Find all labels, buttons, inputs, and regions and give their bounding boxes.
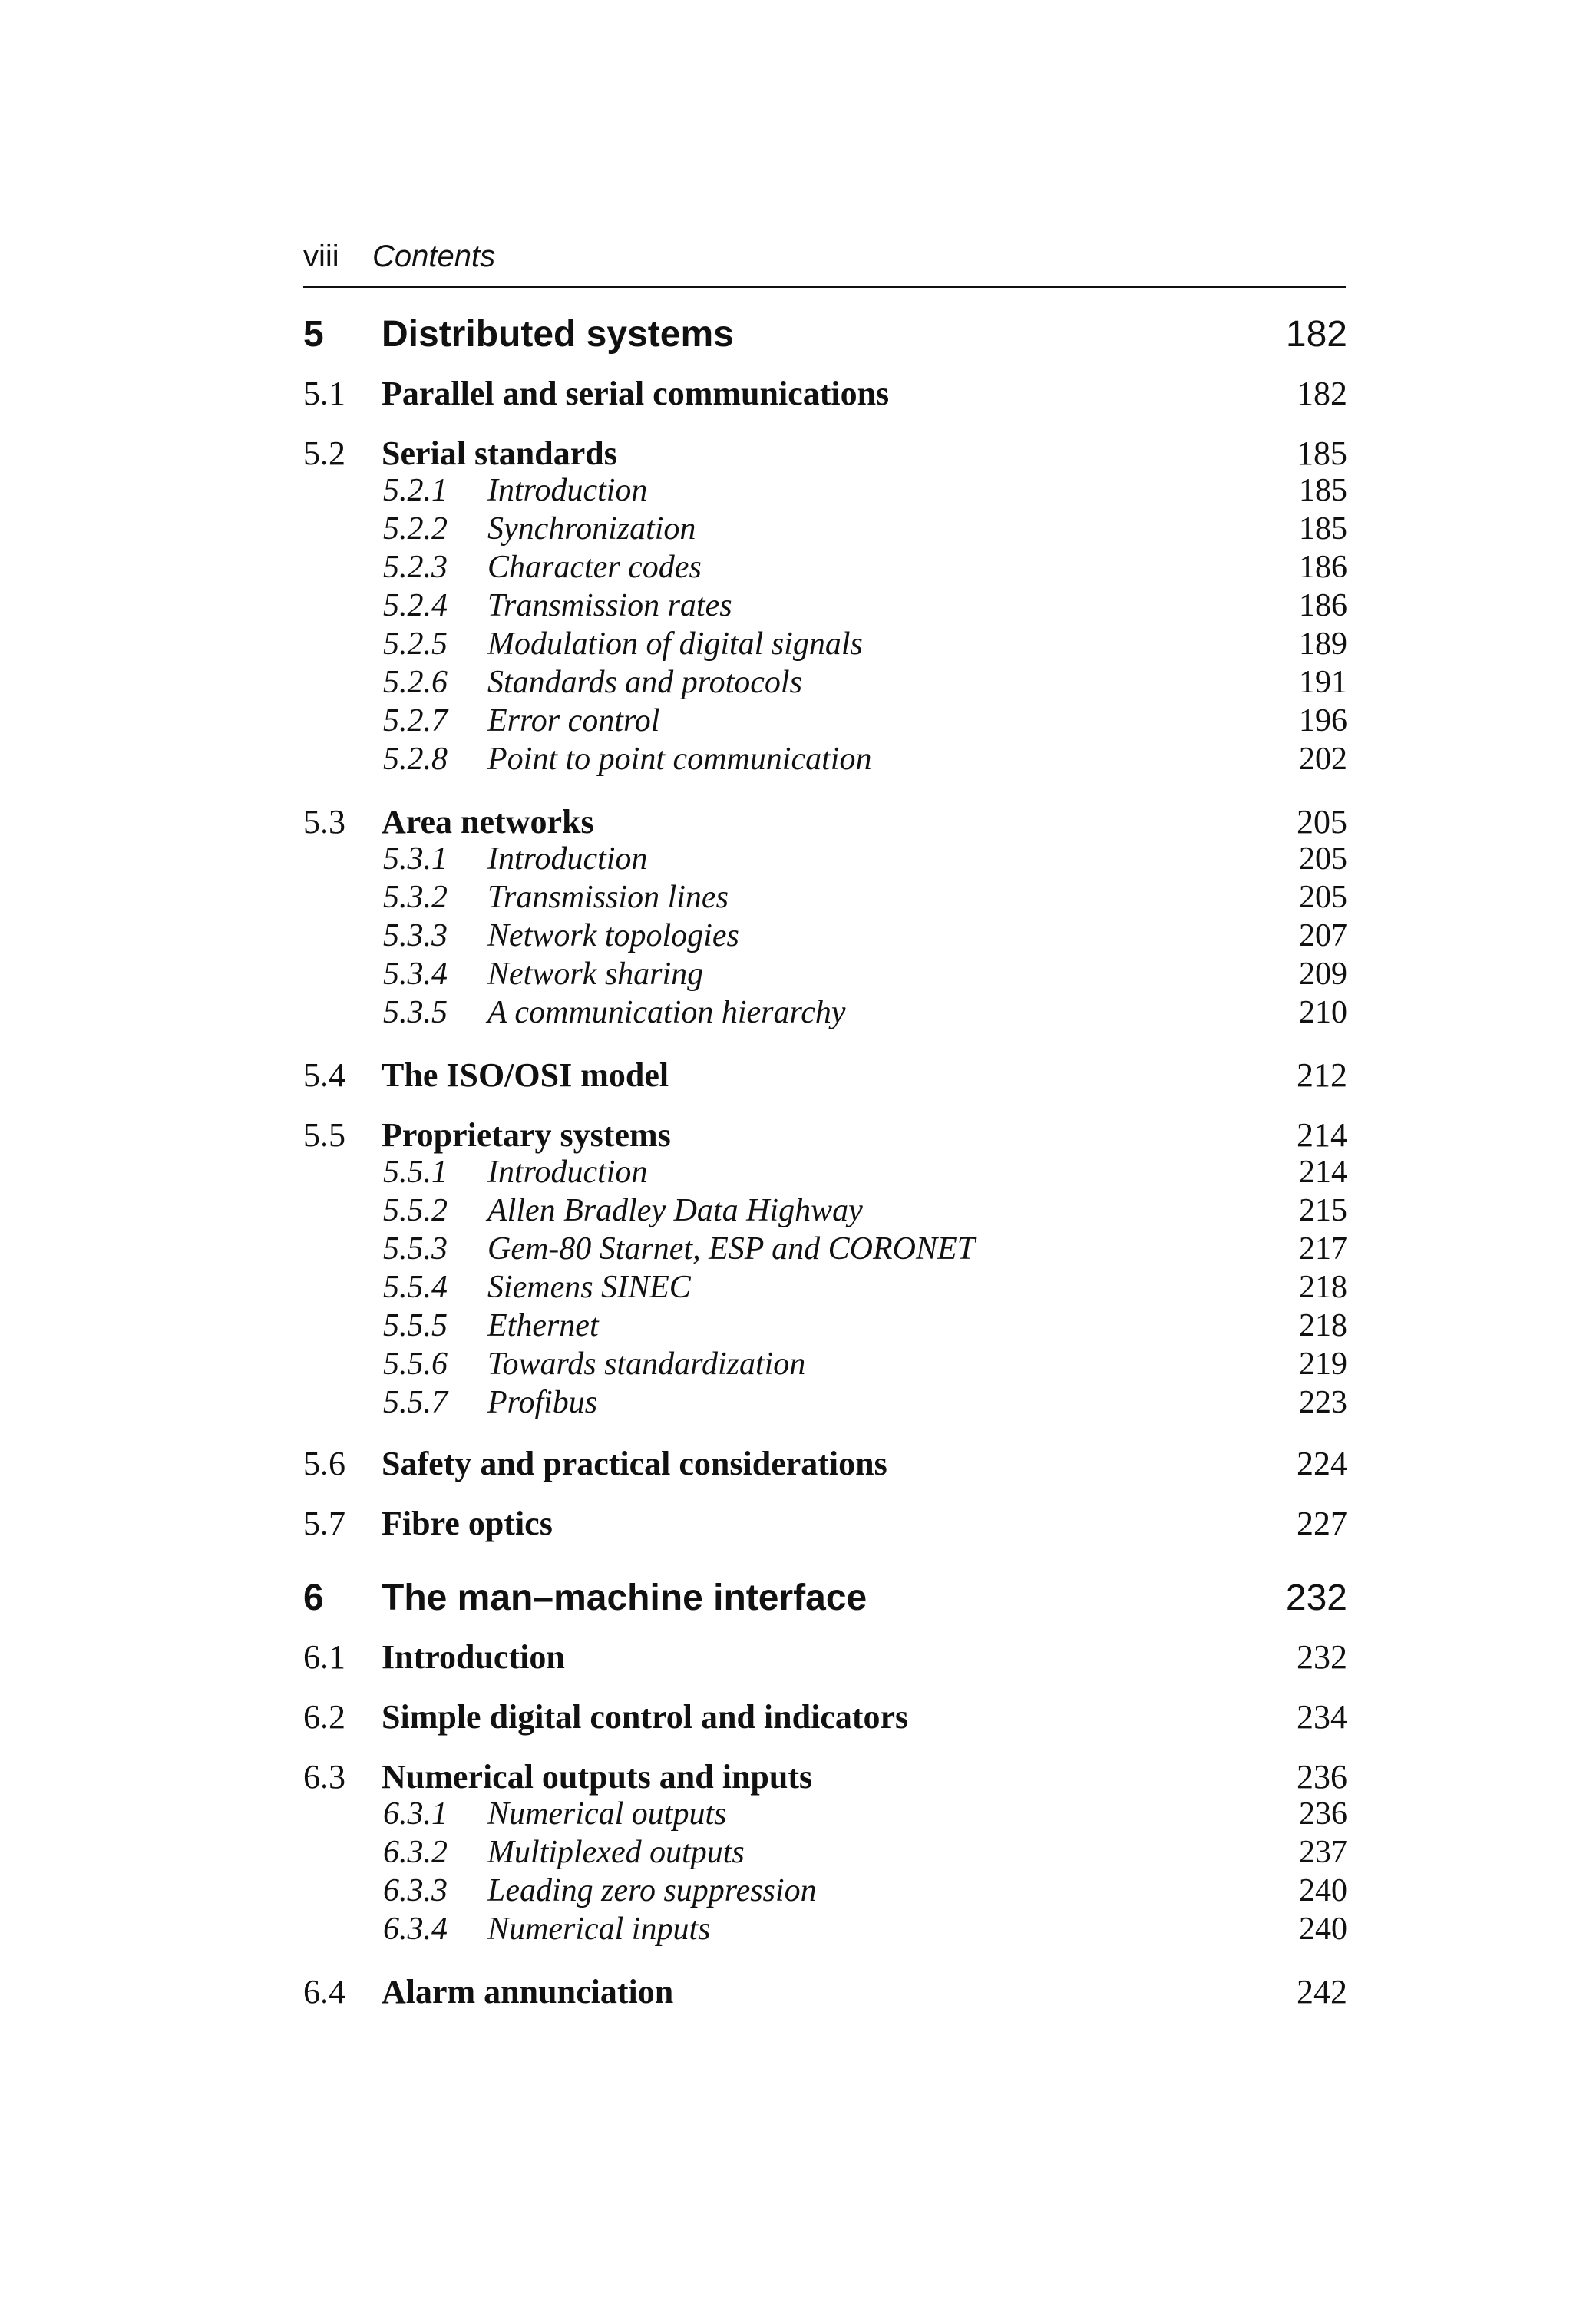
entry-title: The ISO/OSI model: [382, 1056, 669, 1094]
toc-entry-sub: [303, 548, 1347, 586]
toc-entry-sub: [303, 663, 1347, 702]
entry-number: 5: [303, 314, 324, 355]
entry-page-number: 214: [1299, 1155, 1347, 1190]
entry-title: Numerical inputs: [487, 1911, 711, 1947]
entry-page-number: 205: [1297, 803, 1347, 841]
entry-page-number: 214: [1297, 1116, 1347, 1154]
entry-number: 5.2.6: [383, 665, 448, 700]
entry-number: 6: [303, 1578, 324, 1618]
entry-number: 5.2.5: [383, 626, 448, 662]
entry-page-number: 218: [1299, 1308, 1347, 1343]
entry-number: 5.3: [303, 803, 345, 841]
entry-number: 5.3.5: [383, 995, 448, 1030]
toc-entry-sub: [303, 471, 1347, 510]
entry-title: Allen Bradley Data Highway: [487, 1193, 863, 1228]
toc-entry-sub: [303, 510, 1347, 548]
entry-page-number: 186: [1299, 550, 1347, 585]
entry-title: The man–machine interface: [382, 1578, 867, 1618]
entry-page-number: 185: [1299, 511, 1347, 547]
entry-number: 5.3.4: [383, 957, 448, 992]
toc-entry-sub: [303, 740, 1347, 778]
entry-number: 5.3.3: [383, 918, 448, 953]
entry-page-number: 205: [1299, 841, 1347, 877]
entry-page-number: 185: [1299, 473, 1347, 508]
entry-title: Numerical outputs: [487, 1796, 727, 1832]
entry-page-number: 217: [1299, 1231, 1347, 1267]
entry-page-number: 210: [1299, 995, 1347, 1030]
entry-page-number: 209: [1299, 957, 1347, 992]
entry-title: Numerical outputs and inputs: [382, 1758, 813, 1796]
entry-page-number: 227: [1297, 1505, 1347, 1542]
toc-entry-sub: [303, 1345, 1347, 1383]
toc-entry-chapter: [303, 307, 1347, 362]
toc-entry-section: [303, 1970, 1347, 2014]
entry-page-number: 202: [1299, 742, 1347, 777]
entry-title: Character codes: [487, 550, 702, 585]
entry-page-number: 240: [1299, 1911, 1347, 1947]
entry-number: 5.5.7: [383, 1385, 448, 1420]
toc-entry-sub: [303, 1268, 1347, 1307]
entry-number: 5.5.5: [383, 1308, 448, 1343]
entry-number: 5.1: [303, 375, 345, 412]
entry-title: Transmission lines: [487, 880, 729, 915]
entry-number: 5.3.1: [383, 841, 448, 877]
toc-entry-section: [303, 1442, 1347, 1486]
toc-entry-section: [303, 431, 1347, 476]
entry-number: 5.2.7: [383, 703, 448, 738]
entry-title: Error control: [487, 703, 660, 738]
entry-number: 6.3.2: [383, 1835, 448, 1870]
running-title: Contents: [372, 240, 496, 273]
entry-number: 6.2: [303, 1698, 345, 1736]
entry-title: Safety and practical considerations: [382, 1445, 887, 1482]
entry-page-number: 223: [1299, 1385, 1347, 1420]
entry-number: 5.2.3: [383, 550, 448, 585]
entry-title: Leading zero suppression: [487, 1873, 817, 1908]
entry-title: Network topologies: [487, 918, 739, 953]
entry-title: Introduction: [487, 473, 648, 508]
entry-page-number: 185: [1297, 434, 1347, 472]
entry-page-number: 237: [1299, 1835, 1347, 1870]
entry-page-number: 186: [1299, 588, 1347, 623]
toc-entry-sub: [303, 840, 1347, 878]
entry-page-number: 207: [1299, 918, 1347, 953]
entry-number: 6.3.3: [383, 1873, 448, 1908]
toc-entry-sub: [303, 1230, 1347, 1268]
entry-number: 6.1: [303, 1638, 345, 1676]
toc-entry-sub: [303, 1795, 1347, 1833]
entry-number: 5.5: [303, 1116, 345, 1154]
entry-number: 6.3.4: [383, 1911, 448, 1947]
entry-page-number: 196: [1299, 703, 1347, 738]
entry-number: 5.7: [303, 1505, 345, 1542]
toc-entry-sub: [303, 1191, 1347, 1230]
entry-title: Siemens SINEC: [487, 1270, 691, 1305]
entry-number: 5.6: [303, 1445, 345, 1482]
entry-page-number: 219: [1299, 1346, 1347, 1382]
entry-title: Introduction: [487, 841, 648, 877]
entry-number: 6.3: [303, 1758, 345, 1796]
entry-page-number: 236: [1297, 1758, 1347, 1796]
toc-entry-section: [303, 1053, 1347, 1098]
entry-page-number: 182: [1297, 375, 1347, 412]
entry-number: 5.5.3: [383, 1231, 448, 1267]
entry-title: Ethernet: [487, 1308, 599, 1343]
entry-title: Proprietary systems: [382, 1116, 671, 1154]
entry-page-number: 215: [1299, 1193, 1347, 1228]
entry-page-number: 191: [1299, 665, 1347, 700]
toc-entry-sub: [303, 993, 1347, 1032]
toc-entry-sub: [303, 586, 1347, 625]
entry-number: 5.5.4: [383, 1270, 448, 1305]
entry-title: Fibre optics: [382, 1505, 553, 1542]
toc-entry-sub: [303, 1153, 1347, 1191]
toc-entry-sub: [303, 1910, 1347, 1948]
entry-page-number: 189: [1299, 626, 1347, 662]
toc-entry-sub: [303, 1872, 1347, 1910]
toc-entry-sub: [303, 878, 1347, 917]
toc-entry-sub: [303, 1833, 1347, 1872]
entry-title: Standards and protocols: [487, 665, 802, 700]
entry-number: 5.2.1: [383, 473, 448, 508]
toc-entry-section: [303, 800, 1347, 844]
toc-entry-section: [303, 1755, 1347, 1799]
entry-page-number: 218: [1299, 1270, 1347, 1305]
entry-page-number: 240: [1299, 1873, 1347, 1908]
entry-number: 6.4: [303, 1973, 345, 2011]
entry-title: Simple digital control and indicators: [382, 1698, 909, 1736]
entry-title: Distributed systems: [382, 314, 734, 355]
entry-title: Point to point communication: [487, 742, 872, 777]
toc-entry-sub: [303, 917, 1347, 955]
entry-page-number: 234: [1297, 1698, 1347, 1736]
toc-entry-section: [303, 1695, 1347, 1740]
entry-title: Network sharing: [487, 957, 704, 992]
entry-number: 5.5.6: [383, 1346, 448, 1382]
entry-title: Introduction: [382, 1638, 565, 1676]
entry-page-number: 242: [1297, 1973, 1347, 2011]
toc-entry-section: [303, 1635, 1347, 1680]
entry-title: A communication hierarchy: [487, 995, 846, 1030]
entry-title: Introduction: [487, 1155, 648, 1190]
entry-number: 6.3.1: [383, 1796, 448, 1832]
entry-title: Alarm annunciation: [382, 1973, 674, 2011]
page-folio: viii: [303, 240, 339, 273]
toc-entry-sub: [303, 1307, 1347, 1345]
entry-number: 5.5.2: [383, 1193, 448, 1228]
entry-number: 5.4: [303, 1056, 345, 1094]
entry-number: 5.2.2: [383, 511, 448, 547]
toc-entry-section: [303, 1113, 1347, 1158]
entry-number: 5.2: [303, 434, 345, 472]
toc-entry-sub: [303, 625, 1347, 663]
entry-title: Multiplexed outputs: [487, 1835, 745, 1870]
entry-title: Profibus: [487, 1385, 598, 1420]
toc-entry-sub: [303, 1383, 1347, 1422]
entry-title: Modulation of digital signals: [487, 626, 863, 662]
entry-page-number: 232: [1285, 1578, 1347, 1618]
entry-page-number: 212: [1297, 1056, 1347, 1094]
entry-page-number: 236: [1299, 1796, 1347, 1832]
entry-page-number: 232: [1297, 1638, 1347, 1676]
entry-title: Area networks: [382, 803, 594, 841]
toc-entry-section: [303, 1502, 1347, 1546]
entry-number: 5.2.4: [383, 588, 448, 623]
entry-page-number: 205: [1299, 880, 1347, 915]
entry-title: Transmission rates: [487, 588, 732, 623]
entry-number: 5.5.1: [383, 1155, 448, 1190]
entry-number: 5.2.8: [383, 742, 448, 777]
entry-page-number: 224: [1297, 1445, 1347, 1482]
entry-title: Towards standardization: [487, 1346, 806, 1382]
entry-title: Serial standards: [382, 434, 617, 472]
toc-entry-sub: [303, 955, 1347, 993]
entry-title: Parallel and serial communications: [382, 375, 890, 412]
toc-entry-section: [303, 372, 1347, 416]
entry-title: Gem-80 Starnet, ESP and CORONET: [487, 1231, 976, 1267]
toc-entry-sub: [303, 702, 1347, 740]
entry-title: Synchronization: [487, 511, 696, 547]
entry-page-number: 182: [1285, 314, 1347, 355]
toc-entry-chapter: [303, 1571, 1347, 1626]
entry-number: 5.3.2: [383, 880, 448, 915]
